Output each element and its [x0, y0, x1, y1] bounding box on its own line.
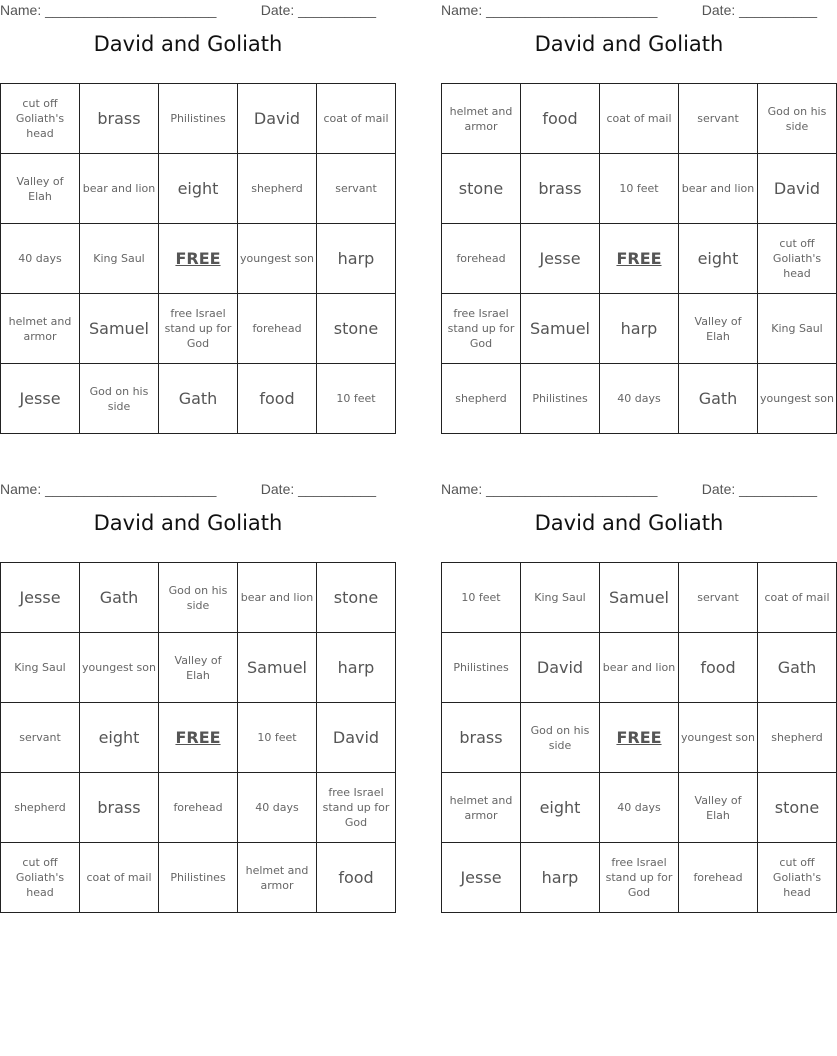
grid-row: [442, 154, 837, 224]
bingo-cell: Valley of Elah: [679, 294, 758, 364]
bingo-cell: brass: [80, 84, 159, 154]
bingo-cell: food: [679, 633, 758, 703]
bingo-cell: harp: [317, 224, 396, 294]
bingo-cell: cut off Goliath's head: [758, 224, 837, 294]
bingo-grid: [441, 562, 837, 913]
date-field-label: Date: __________: [701, 481, 817, 497]
card-header: [0, 479, 376, 501]
bingo-cell: shepherd: [442, 364, 521, 434]
grid-row: [1, 773, 396, 843]
bingo-cell: free Israel stand up for God: [442, 294, 521, 364]
date-field-label: Date: __________: [260, 481, 376, 497]
bingo-cell: King Saul: [758, 294, 837, 364]
card-title: David and Goliath: [93, 511, 283, 535]
bingo-cell: youngest son: [80, 633, 159, 703]
bingo-cell: Philistines: [159, 84, 238, 154]
bingo-cell: servant: [317, 154, 396, 224]
bingo-cell: harp: [521, 843, 600, 913]
bingo-cell: God on his side: [521, 703, 600, 773]
bingo-cell: Gath: [159, 364, 238, 434]
bingo-cell: Valley of Elah: [679, 773, 758, 843]
card-title: David and Goliath: [534, 511, 724, 535]
free-space: FREE: [600, 224, 679, 294]
grid-row: [1, 84, 396, 154]
card-title: David and Goliath: [534, 32, 724, 56]
bingo-cell: Samuel: [600, 563, 679, 633]
name-field-label: Name: ______________________: [441, 481, 658, 497]
bingo-cell: coat of mail: [758, 563, 837, 633]
bingo-cell: Gath: [758, 633, 837, 703]
bingo-cell: forehead: [679, 843, 758, 913]
bingo-card: [441, 479, 830, 913]
bingo-cell: God on his side: [159, 563, 238, 633]
free-space: FREE: [159, 224, 238, 294]
bingo-cell: coat of mail: [80, 843, 159, 913]
bingo-cell: brass: [442, 703, 521, 773]
bingo-cell: harp: [600, 294, 679, 364]
bingo-cell: God on his side: [80, 364, 159, 434]
bingo-cell: bear and lion: [679, 154, 758, 224]
grid-row: [1, 843, 396, 913]
bingo-cell: Jesse: [442, 843, 521, 913]
bingo-cell: eight: [159, 154, 238, 224]
bingo-cell: King Saul: [1, 633, 80, 703]
bingo-cell: bear and lion: [238, 563, 317, 633]
bingo-cell: servant: [679, 563, 758, 633]
grid-row: [442, 224, 837, 294]
bingo-cell: free Israel stand up for God: [159, 294, 238, 364]
grid-row: [1, 294, 396, 364]
name-field-label: Name: ______________________: [0, 2, 217, 18]
bingo-cell: Samuel: [80, 294, 159, 364]
bingo-cell: food: [238, 364, 317, 434]
bingo-cell: stone: [317, 563, 396, 633]
bingo-cell: 40 days: [1, 224, 80, 294]
bingo-cell: David: [521, 633, 600, 703]
bingo-cell: forehead: [238, 294, 317, 364]
bingo-cell: Samuel: [521, 294, 600, 364]
grid-row: [442, 294, 837, 364]
bingo-cell: forehead: [442, 224, 521, 294]
bingo-cell: bear and lion: [80, 154, 159, 224]
bingo-cell: God on his side: [758, 84, 837, 154]
bingo-cell: stone: [317, 294, 396, 364]
free-space: FREE: [159, 703, 238, 773]
bingo-cell: 40 days: [600, 773, 679, 843]
bingo-cell: eight: [80, 703, 159, 773]
bingo-cell: shepherd: [238, 154, 317, 224]
card-header: [441, 479, 817, 501]
bingo-cell: cut off Goliath's head: [1, 843, 80, 913]
bingo-cell: youngest son: [758, 364, 837, 434]
bingo-cell: cut off Goliath's head: [758, 843, 837, 913]
bingo-grid: [0, 83, 396, 434]
bingo-cell: brass: [80, 773, 159, 843]
bingo-cell: Jesse: [1, 364, 80, 434]
grid-row: [442, 703, 837, 773]
bingo-cell: 10 feet: [442, 563, 521, 633]
bingo-cell: King Saul: [521, 563, 600, 633]
bingo-cell: Gath: [80, 563, 159, 633]
name-field-label: Name: ______________________: [441, 2, 658, 18]
date-field-label: Date: __________: [260, 2, 376, 18]
bingo-cell: helmet and armor: [1, 294, 80, 364]
bingo-cell: servant: [1, 703, 80, 773]
bingo-cell: David: [758, 154, 837, 224]
bingo-card: [0, 479, 390, 913]
bingo-cell: youngest son: [679, 703, 758, 773]
bingo-cell: 10 feet: [238, 703, 317, 773]
bingo-cell: Jesse: [521, 224, 600, 294]
bingo-cell: eight: [521, 773, 600, 843]
bingo-cell: Valley of Elah: [159, 633, 238, 703]
grid-row: [1, 224, 396, 294]
bingo-cell: stone: [758, 773, 837, 843]
bingo-cell: 40 days: [238, 773, 317, 843]
bingo-cell: coat of mail: [317, 84, 396, 154]
bingo-cell: helmet and armor: [442, 84, 521, 154]
grid-row: [442, 843, 837, 913]
grid-row: [442, 773, 837, 843]
bingo-cell: 10 feet: [600, 154, 679, 224]
bingo-cell: Gath: [679, 364, 758, 434]
bingo-cell: 40 days: [600, 364, 679, 434]
name-field-label: Name: ______________________: [0, 481, 217, 497]
grid-row: [442, 364, 837, 434]
bingo-cell: harp: [317, 633, 396, 703]
bingo-cell: helmet and armor: [238, 843, 317, 913]
bingo-cell: Philistines: [159, 843, 238, 913]
date-field-label: Date: __________: [701, 2, 817, 18]
bingo-cell: forehead: [159, 773, 238, 843]
bingo-card: [441, 0, 834, 434]
card-title: David and Goliath: [93, 32, 283, 56]
grid-row: [442, 563, 837, 633]
bingo-grid: [0, 562, 396, 913]
bingo-cell: 10 feet: [317, 364, 396, 434]
bingo-grid: [441, 83, 837, 434]
card-header: [0, 0, 376, 22]
bingo-cell: Philistines: [442, 633, 521, 703]
grid-row: [442, 633, 837, 703]
bingo-cell: coat of mail: [600, 84, 679, 154]
bingo-cell: King Saul: [80, 224, 159, 294]
bingo-cell: eight: [679, 224, 758, 294]
grid-row: [1, 633, 396, 703]
bingo-cell: Jesse: [1, 563, 80, 633]
bingo-cell: cut off Goliath's head: [1, 84, 80, 154]
bingo-cell: David: [238, 84, 317, 154]
grid-row: [442, 84, 837, 154]
bingo-cell: food: [317, 843, 396, 913]
bingo-cell: Samuel: [238, 633, 317, 703]
bingo-cell: free Israel stand up for God: [600, 843, 679, 913]
grid-row: [1, 703, 396, 773]
bingo-cell: David: [317, 703, 396, 773]
bingo-cell: stone: [442, 154, 521, 224]
bingo-cell: shepherd: [1, 773, 80, 843]
bingo-cell: shepherd: [758, 703, 837, 773]
grid-row: [1, 563, 396, 633]
free-space: FREE: [600, 703, 679, 773]
bingo-cell: helmet and armor: [442, 773, 521, 843]
bingo-cell: youngest son: [238, 224, 317, 294]
grid-row: [1, 364, 396, 434]
bingo-cell: brass: [521, 154, 600, 224]
bingo-cell: servant: [679, 84, 758, 154]
grid-row: [1, 154, 396, 224]
bingo-cell: Valley of Elah: [1, 154, 80, 224]
bingo-cell: Philistines: [521, 364, 600, 434]
bingo-card: [0, 0, 389, 434]
bingo-cell: bear and lion: [600, 633, 679, 703]
card-header: [441, 0, 817, 22]
bingo-cell: food: [521, 84, 600, 154]
bingo-cell: free Israel stand up for God: [317, 773, 396, 843]
